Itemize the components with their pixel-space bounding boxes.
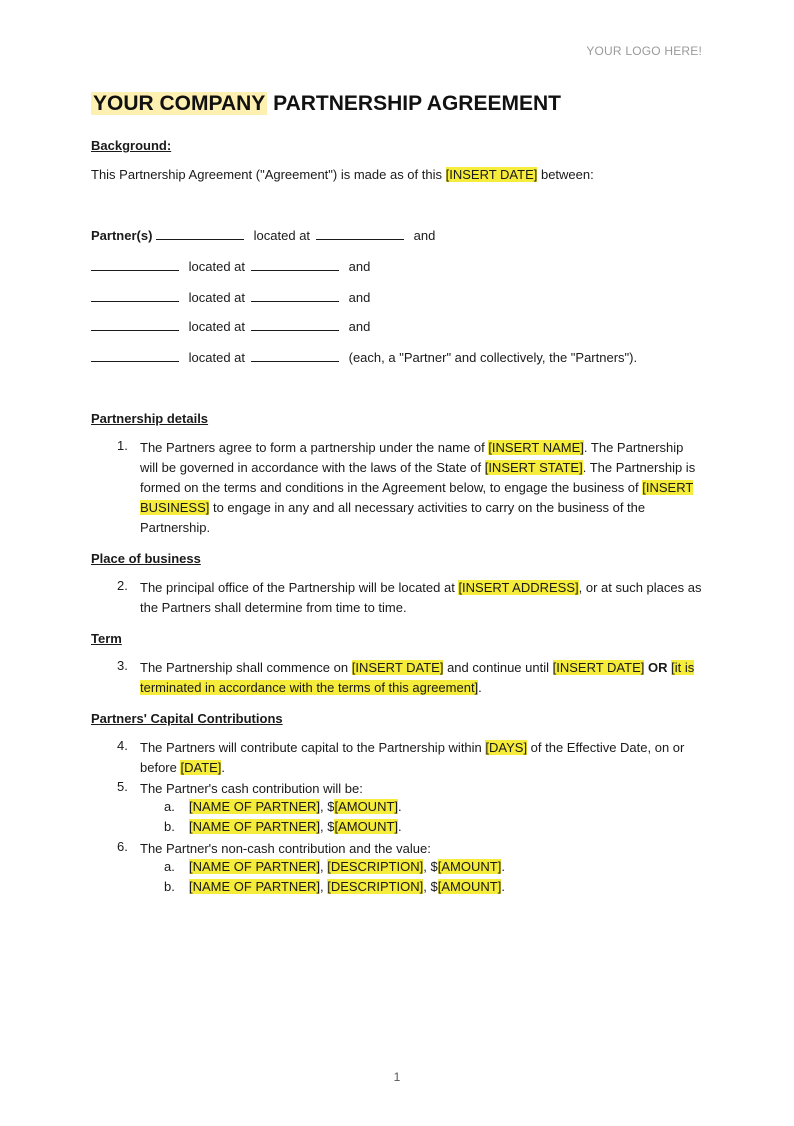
partner-name-blank	[91, 350, 179, 362]
partner-line-5: located at (each, a "Partner" and collectively, the "Partners").	[91, 350, 643, 365]
partner-line-4: located at and	[91, 319, 376, 334]
term-heading: Term	[91, 631, 122, 646]
amount-field: [AMOUNT]	[437, 879, 502, 894]
amount-field: [AMOUNT]	[334, 799, 399, 814]
insert-start-date-field: [INSERT DATE]	[351, 660, 444, 675]
partner-address-blank	[251, 319, 339, 331]
partner-name-field: [NAME OF PARTNER]	[189, 799, 320, 814]
insert-name-field: [INSERT NAME]	[488, 440, 584, 455]
partner-address-blank	[251, 259, 339, 271]
partner-line-2: located at and	[91, 259, 376, 274]
background-heading: Background:	[91, 138, 172, 153]
insert-business-field: [INSERT BUSINESS]	[140, 480, 694, 515]
partners-label: Partner(s)	[91, 228, 153, 243]
logo-placeholder: YOUR LOGO HERE!	[586, 44, 702, 58]
termination-clause-field: [it is terminated in accordance with the terms of this agreement]	[140, 660, 695, 695]
insert-date-field: [INSERT DATE]	[445, 167, 538, 182]
company-name-placeholder: YOUR COMPANY	[93, 92, 266, 115]
capital-contributions-heading: Partners' Capital Contributions	[91, 711, 283, 726]
partner-name-blank	[91, 319, 179, 331]
insert-state-field: [INSERT STATE]	[484, 460, 583, 475]
partner-name-field: [NAME OF PARTNER]	[189, 819, 320, 834]
amount-field: [AMOUNT]	[437, 859, 502, 874]
partner-address-blank	[251, 350, 339, 362]
document-title	[91, 92, 561, 116]
document-page: YOUR LOGO HERE! YOUR COMPANY PARTNERSHIP AGREEMENT Background: This Partnership Agreement ("Agreement") is made as of this [INSERT DATE] between: Partner(s) located at and located at and located at and located at and located at (each, a "Partner" and collectively, the "Partners"). Partnership details 1. The Partners agree to form a partnership under the name of [INSERT NAME]. The Partnership will be governed in accordance with the laws of the State of [INSERT STATE]. The Partnership is formed on the terms and conditions in the Agreement below, to engage the business of [INSERT BUSINESS] to engage in any and all necessary activities to carry on the business of the Partnership. Place of business 2. The principal office of the Partnership will be located at [INSERT ADDRESS], or at such places as the Partners shall determine from time to time. Term 3. The Partnership shall commence on [INSERT DATE] and continue until [INSERT DATE] OR [it is terminated in accordance with the terms of this agreement]. Partners' Capital Contributions 4. The Partners will contribute capital to the Partnership within [DAYS] of the Effective Date, on or before [DATE]. 5. The Partner's cash contribution will be: a. [NAME OF PARTNER], $[AMOUNT]. b. [NAME OF PARTNER], $[AMOUNT]. 6. The Partner's non-cash contribution and the value: a. [NAME OF PARTNER], [DESCRIPTION], $[AMOUNT]. b. [NAME OF PARTNER], [DESCRIPTION], $[AMOUNT]. 1	[0, 0, 794, 1126]
partner-name-blank	[91, 259, 179, 271]
partnership-details-heading: Partnership details	[91, 411, 209, 426]
partner-line-3: located at and	[91, 290, 376, 305]
description-field: [DESCRIPTION]	[327, 879, 424, 894]
page-number: 1	[393, 1070, 401, 1084]
place-of-business-heading: Place of business	[91, 551, 201, 566]
partner-address-blank	[316, 228, 404, 240]
background-intro: This Partnership Agreement ("Agreement") is made as of this [INSERT DATE] between:	[91, 167, 594, 182]
date-field: [DATE]	[180, 760, 222, 775]
title-text: PARTNERSHIP AGREEMENT	[273, 92, 561, 115]
insert-end-date-field: [INSERT DATE]	[552, 660, 645, 675]
description-field: [DESCRIPTION]	[327, 859, 424, 874]
partner-name-field: [NAME OF PARTNER]	[189, 879, 320, 894]
partner-name-field: [NAME OF PARTNER]	[189, 859, 320, 874]
partner-line-1: Partner(s) located at and	[91, 228, 436, 243]
partner-name-blank	[91, 290, 179, 302]
partner-name-blank	[156, 228, 244, 240]
amount-field: [AMOUNT]	[334, 819, 399, 834]
insert-address-field: [INSERT ADDRESS]	[458, 580, 579, 595]
days-field: [DAYS]	[485, 740, 528, 755]
partner-address-blank	[251, 290, 339, 302]
